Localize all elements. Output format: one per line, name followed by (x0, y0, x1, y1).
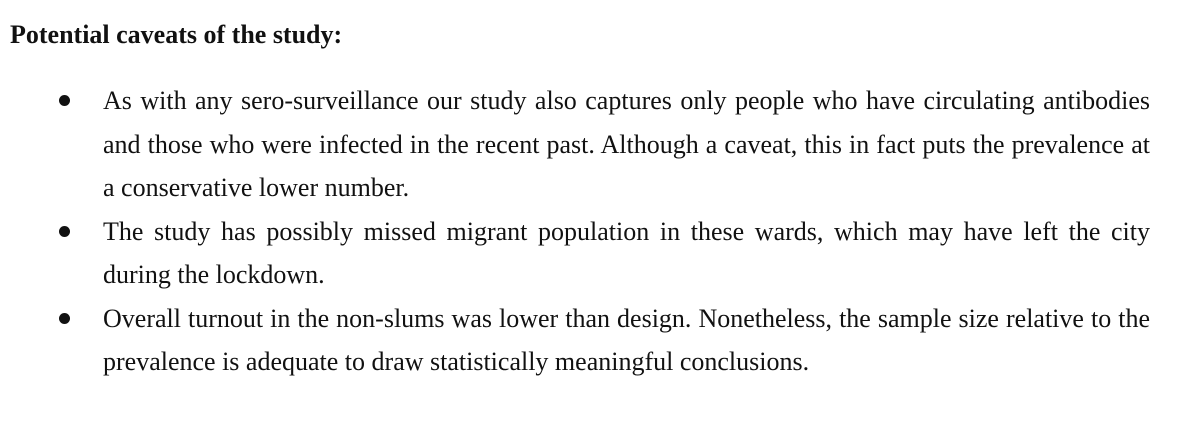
bullet-icon (59, 226, 70, 237)
caveat-text: The study has possibly missed migrant population in these wards, which may have left the city during the lockdown. (103, 216, 1150, 289)
caveat-text: Overall turnout in the non-slums was lower than design. Nonetheless, the sample size relative to the prevalence is adequate to draw statistically meaningful conclusions. (103, 303, 1150, 376)
bullet-icon (59, 313, 70, 324)
caveat-list-item (0, 297, 1150, 384)
caveat-text: As with any sero-surveillance our study also captures only people who have circulating antibodies and those who were infected in the recent past. Although a caveat, this in fact puts the prevalence at a conservative lower number. (103, 86, 1150, 202)
caveat-list-item (0, 210, 1150, 297)
section-heading: Potential caveats of the study: (10, 20, 343, 49)
bullet-icon (59, 95, 70, 106)
caveat-list (0, 79, 1200, 384)
caveat-list-item (0, 79, 1150, 210)
